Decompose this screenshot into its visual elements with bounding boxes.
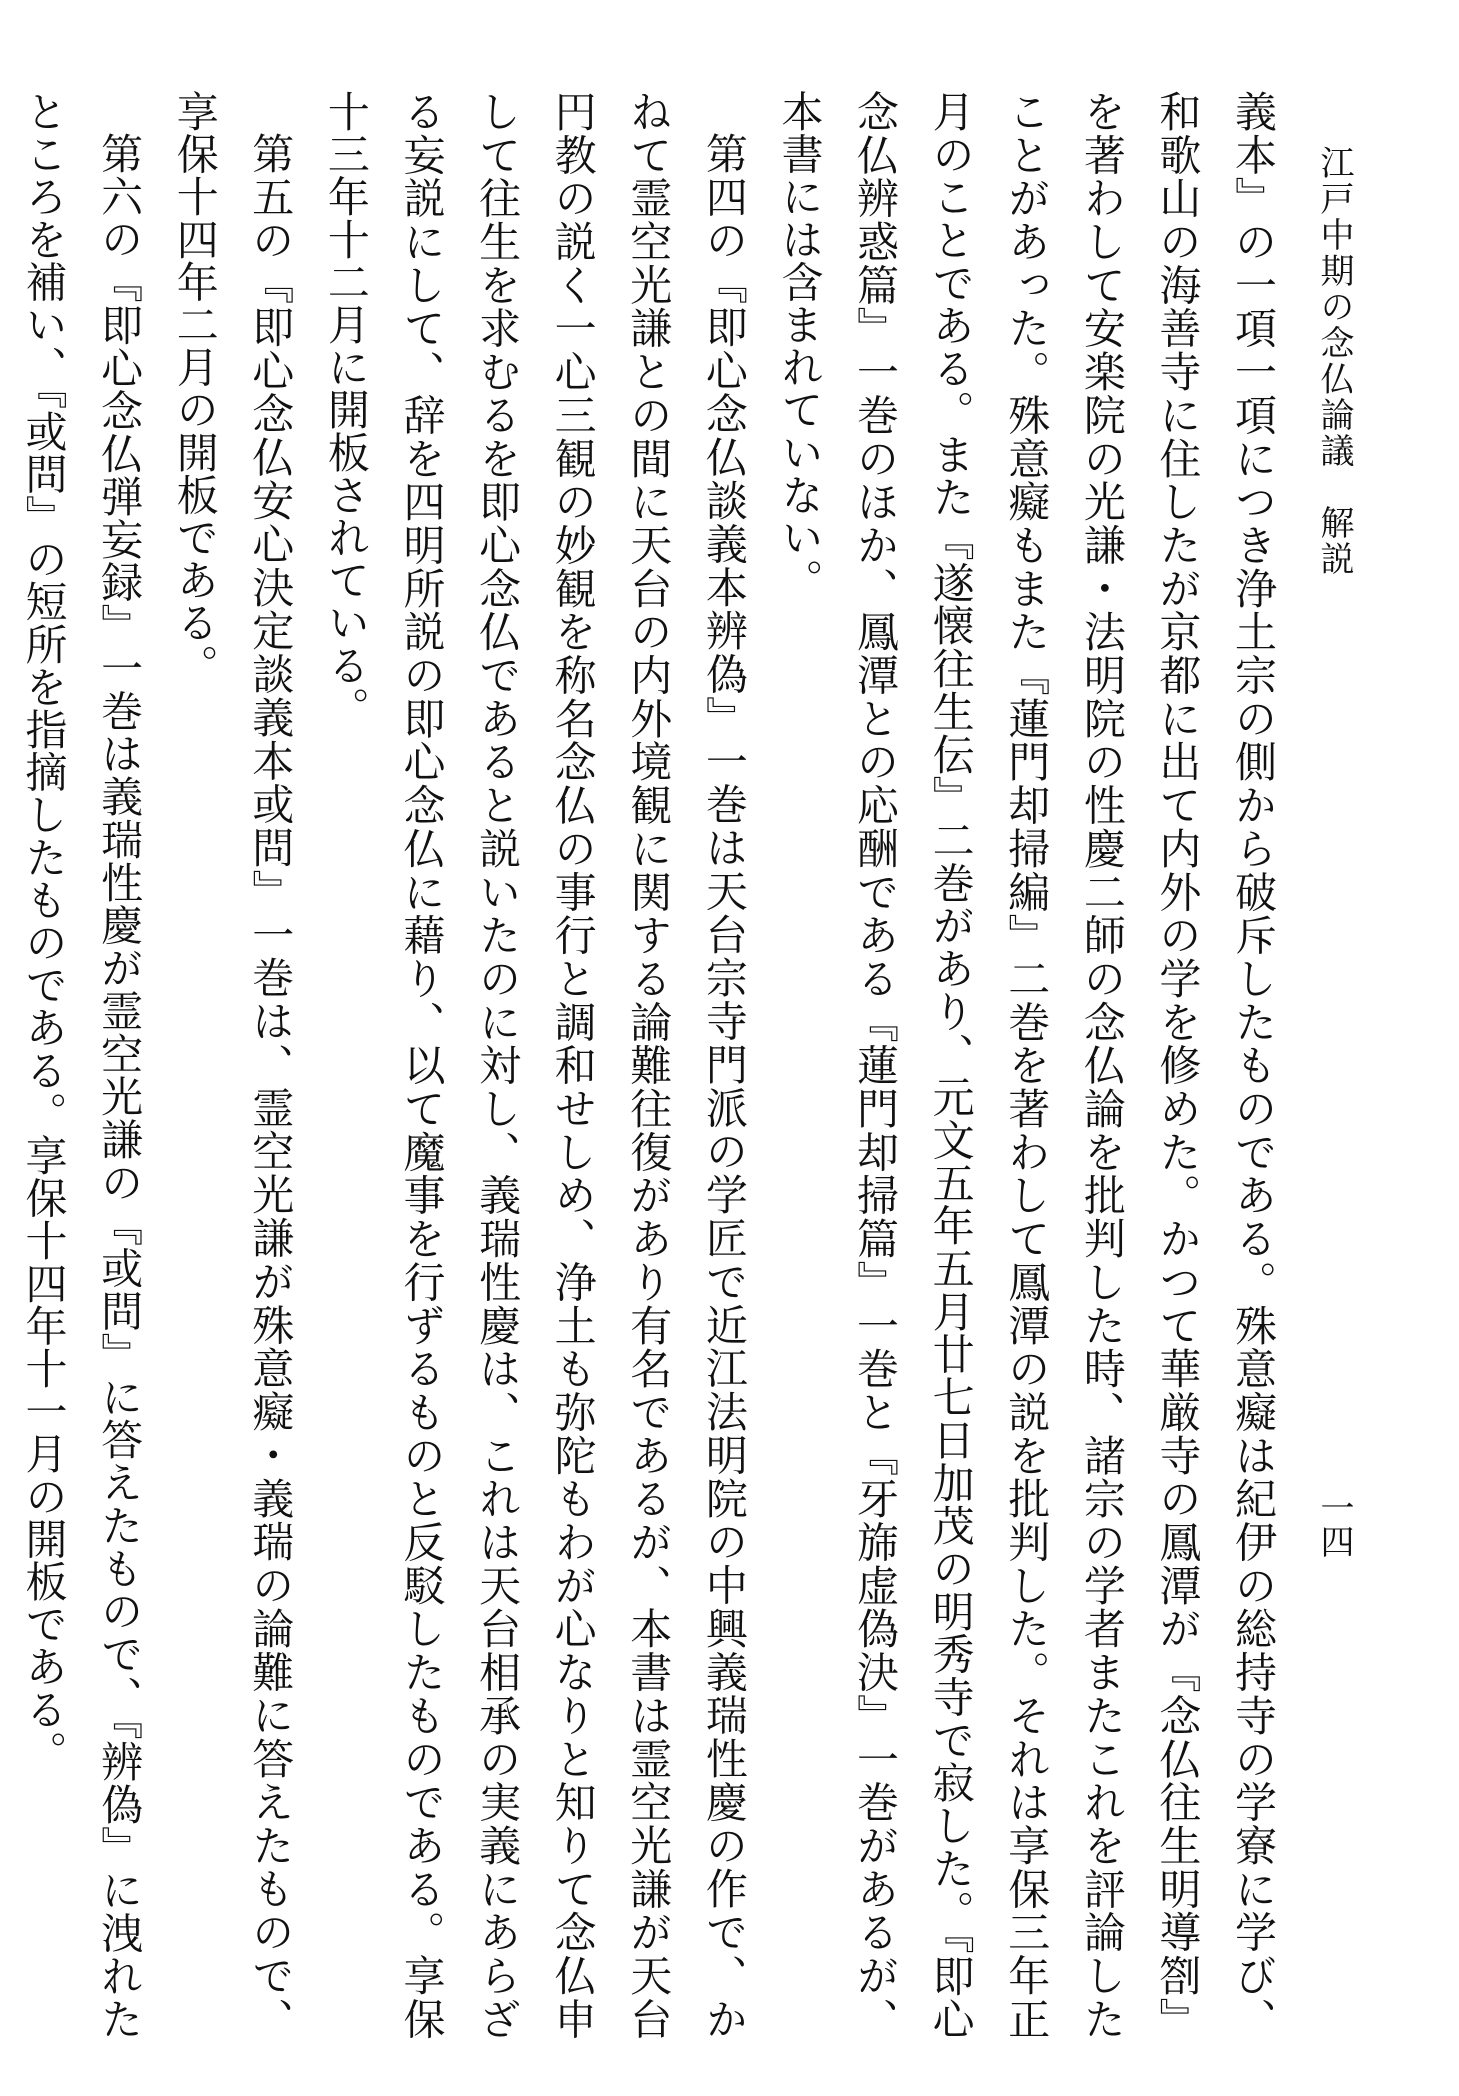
body-text [19, 90, 1291, 2040]
paragraph-seventh-eighth-work [0, 90, 6, 2040]
paragraph-fourth-work: 第四の『即心念仏談義本辨偽』一巻は天台宗寺門派の学匠で近江法明院の中興義瑞性慶の作で、かねて霊空光謙との間に天台の内外境観に関する論難往復があり有名であるが、本書は霊空光謙が天台円教の説く一心三観の妙観を称名念仏の事行と調和せしめ、浄土も弥陀もわが心なりと知りて念仏申して往生を求むるを即心念仏であると説いたのに対し、義瑞性慶は、これは天台相承の実義にあらざる妄説にして、辞を四明所説の即心念仏に藉り、以て魔事を行ずるものと反駁したものである。享保十三年十二月に開板されている。 [321, 90, 749, 2040]
paragraph-fifth-work: 第五の『即心念仏安心決定談義本或問』一巻は、霊空光謙が殊意癡・義瑞の論難に答えたもので、享保十四年二月の開板である。 [170, 90, 296, 2040]
page-number: 一四 [1314, 1490, 1354, 1558]
paragraph-continuation: 義本』の一項一項につき浄土宗の側から破斥したものである。殊意癡は紀伊の総持寺の学寮に学び、和歌山の海善寺に住したが京都に出て内外の学を修めた。かつて華厳寺の鳳潭が『念仏往生明導劄』を著わして安楽院の光謙・法明院の性慶二師の念仏論を批判した時、諸宗の学者またこれを評論したことがあった。殊意癡もまた『蓮門却掃編』二巻を著わして鳳潭の説を批判した。それは享保三年正月のことである。また『遂懐往生伝』二巻があり、元文五年五月廿七日加茂の明秀寺で寂した。『即心念仏辨惑篇』一巻のほか、鳳潭との応酬である『蓮門却掃篇』一巻と『牙旆虚偽決』一巻があるが、本書には含まれていない。 [775, 90, 1278, 2040]
paragraph-sixth-work: 第六の『即心念仏弾妄録』一巻は義瑞性慶が霊空光謙の『或問』に答えたもので、『辨偽』に洩れたところを補い、『或問』の短所を指摘したものである。享保十四年十一月の開板である。 [19, 90, 145, 2040]
running-header: 江戸中期の念仏論議 解説 [1314, 145, 1354, 577]
